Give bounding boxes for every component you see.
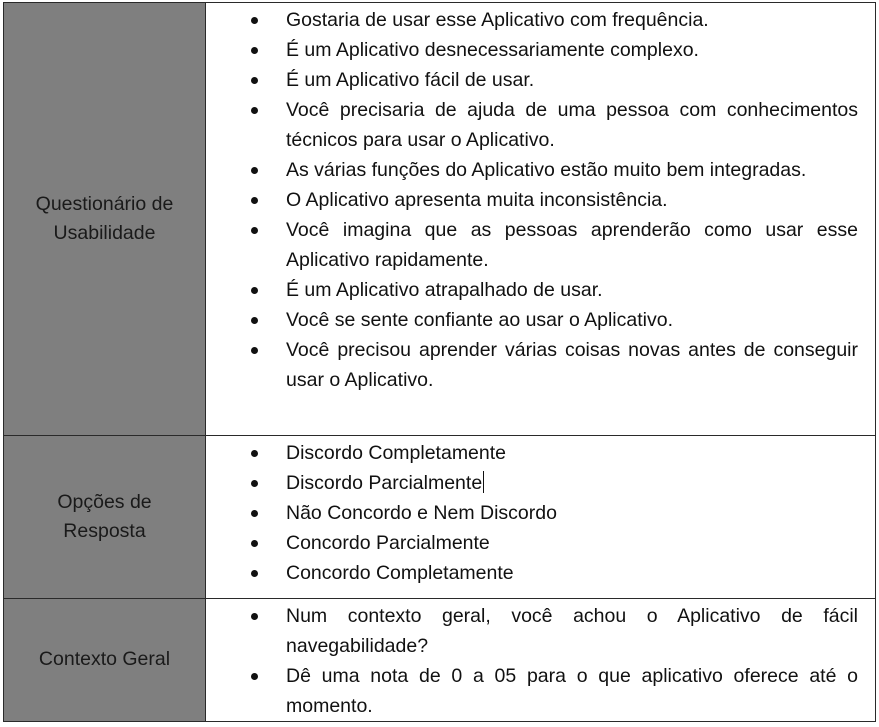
list-item-text: Não Concordo e Nem Discordo xyxy=(286,502,557,524)
row-content-questionario xyxy=(206,3,876,436)
bullet-icon xyxy=(251,227,258,234)
bullet-icon xyxy=(251,570,258,577)
list-item-text: Gostaria de usar esse Aplicativo com frequência. xyxy=(286,9,709,31)
list-item-text: Você precisaria de ajuda de uma pessoa com conhecimentos técnicos para usar o Aplicativo. xyxy=(286,99,858,151)
list-item xyxy=(206,215,858,275)
bullet-icon xyxy=(251,450,258,457)
label-line: Opções de xyxy=(57,490,152,513)
list-item xyxy=(206,155,858,185)
list-item-text: As várias funções do Aplicativo estão muito bem integradas. xyxy=(286,159,807,181)
label-line: Usabilidade xyxy=(53,222,156,244)
survey-table xyxy=(3,2,876,722)
bullet-list xyxy=(206,436,875,588)
list-item-text: Dê uma nota de 0 a 05 para o que aplicativo oferece até o momento. xyxy=(286,665,858,717)
bullet-icon xyxy=(251,510,258,517)
bullet-icon xyxy=(251,287,258,294)
list-item xyxy=(206,95,858,155)
list-item xyxy=(206,185,858,215)
list-item xyxy=(206,438,858,468)
row-label-questionario xyxy=(4,3,206,436)
list-item xyxy=(206,35,858,65)
list-item xyxy=(206,468,858,498)
list-item-text: Num contexto geral, você achou o Aplicativo de fácil navegabilidade? xyxy=(286,605,858,657)
list-item-text: Você se sente confiante ao usar o Aplicativo. xyxy=(286,309,674,331)
list-item-text: Discordo Completamente xyxy=(286,442,507,464)
list-item xyxy=(206,558,858,588)
list-item-text: É um Aplicativo fácil de usar. xyxy=(286,69,535,91)
bullet-icon xyxy=(251,167,258,174)
list-item xyxy=(206,528,858,558)
bullet-icon xyxy=(251,317,258,324)
bullet-icon xyxy=(251,17,258,24)
table-row xyxy=(4,599,876,722)
list-item xyxy=(206,5,858,35)
bullet-icon xyxy=(251,540,258,547)
bullet-icon xyxy=(251,480,258,487)
list-item-text: O Aplicativo apresenta muita inconsistência. xyxy=(286,189,668,211)
row-label-contexto xyxy=(4,599,206,722)
row-content-contexto xyxy=(206,599,876,722)
list-item-text: Concordo Parcialmente xyxy=(286,532,490,554)
bullet-icon xyxy=(251,613,258,620)
list-item xyxy=(206,275,858,305)
list-item-text: Você imagina que as pessoas aprenderão como usar esse Aplicativo rapidamente. xyxy=(286,219,858,271)
list-item-text: Você precisou aprender várias coisas novas antes de conseguir usar o Aplicativo. xyxy=(286,339,858,391)
list-item xyxy=(206,661,858,721)
list-item-text: Discordo Parcialmente xyxy=(286,472,483,494)
list-item-text: É um Aplicativo desnecessariamente complexo. xyxy=(286,39,699,61)
bullet-icon xyxy=(251,197,258,204)
bullet-list xyxy=(206,3,875,395)
list-item xyxy=(206,498,858,528)
table-row xyxy=(4,436,876,599)
list-item-text: Concordo Completamente xyxy=(286,562,514,584)
row-content-opcoes xyxy=(206,436,876,599)
row-label-opcoes xyxy=(4,436,206,599)
bullet-list xyxy=(206,599,875,721)
label-line: Contexto Geral xyxy=(38,648,171,671)
list-item-text: É um Aplicativo atrapalhado de usar. xyxy=(286,279,603,301)
list-item xyxy=(206,335,858,395)
table-row xyxy=(4,3,876,436)
label-line: Questionário de xyxy=(35,192,174,215)
bullet-icon xyxy=(251,77,258,84)
list-item xyxy=(206,65,858,95)
list-item xyxy=(206,601,858,661)
bullet-icon xyxy=(251,347,258,354)
bullet-icon xyxy=(251,47,258,54)
text-cursor xyxy=(483,471,484,493)
bullet-icon xyxy=(251,673,258,680)
label-line: Resposta xyxy=(63,520,146,542)
bullet-icon xyxy=(251,107,258,114)
list-item xyxy=(206,305,858,335)
